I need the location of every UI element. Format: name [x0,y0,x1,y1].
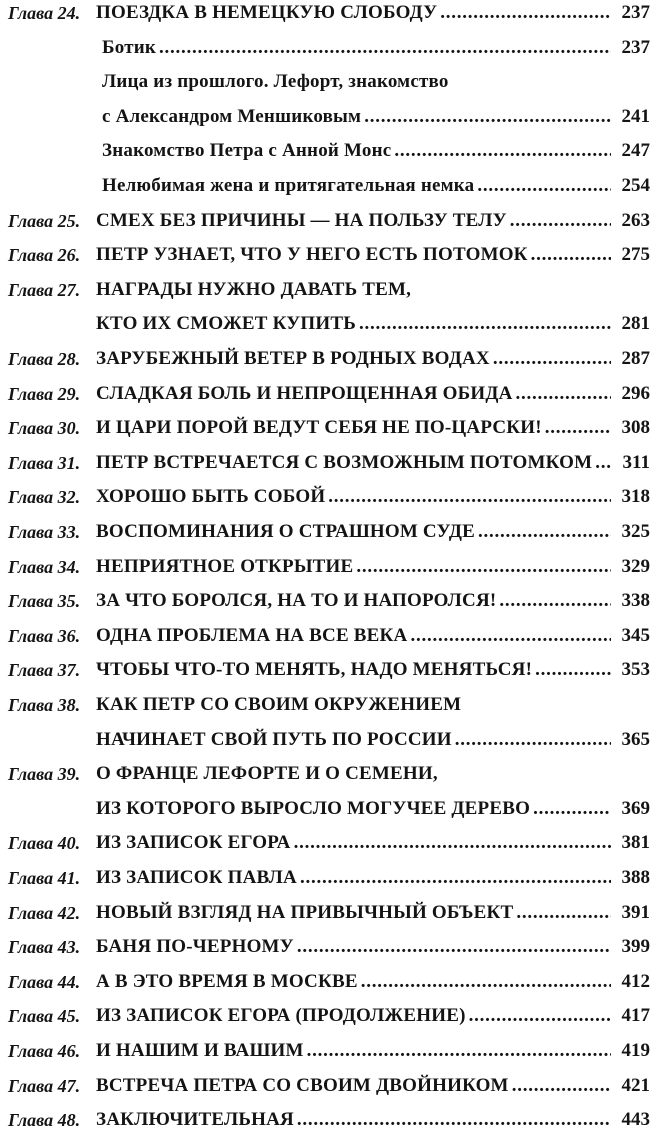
entry-title: НЕПРИЯТНОЕ ОТКРЫТИЕ [96,555,354,577]
toc-line [0,688,658,722]
page-number: 353 [621,659,650,681]
entry-title: БАНЯ ПО-ЧЕРНОМУ [96,936,294,958]
page-number: 281 [621,313,650,335]
chapter-label: Глава 45. [8,1006,81,1027]
chapter-label: Глава 39. [8,764,81,785]
toc-line [0,1103,658,1137]
entry-title: КТО ИХ СМОЖЕТ КУПИТЬ [96,313,356,335]
chapter-label: Глава 24. [8,3,81,23]
entry-title: ВОСПОМИНАНИЯ О СТРАШНОМ СУДЕ [96,521,475,542]
dot-leader [328,480,611,514]
page-number: 296 [621,382,650,404]
chapter-label: Глава 25. [8,210,81,231]
chapter-label: Глава 27. [8,279,81,300]
page-number: 443 [621,1109,650,1131]
dot-leader [510,204,611,238]
dot-leader [159,31,611,65]
entry-title: Ботик [102,36,157,58]
page-number: 417 [621,1005,650,1027]
page-number: 275 [621,244,650,266]
dot-leader [493,342,611,376]
entry-title: ИЗ КОТОРОГО ВЫРОСЛО МОГУЧЕЕ ДЕРЕВО [96,797,531,819]
page-number: 237 [621,36,650,58]
entry-title: И НАШИМ И ВАШИМ [96,1040,304,1061]
dot-leader [477,169,611,203]
toc-line [0,480,658,514]
entry-title: ИЗ ЗАПИСОК ЕГОРА [96,832,291,854]
chapter-label: Глава 48. [8,1110,81,1131]
page-number: 338 [621,590,650,612]
chapter-label: Глава 35. [8,591,81,612]
dot-leader [361,965,611,999]
toc-line [0,826,658,860]
entry-title: КАК ПЕТР СО СВОИМ ОКРУЖЕНИЕМ [96,694,462,715]
dot-leader [499,584,611,618]
toc-line [0,619,658,653]
toc-line [0,723,658,757]
page-number: 241 [621,105,650,127]
chapter-label: Глава 44. [8,971,81,992]
entry-title: ИЗ ЗАПИСОК ЕГОРА (ПРОДОЛЖЕНИЕ) [96,1005,466,1027]
dot-leader [516,377,611,411]
toc-line [0,204,658,238]
entry-title: СМЕХ БЕЗ ПРИЧИНЫ — НА ПОЛЬЗУ ТЕЛУ [96,209,507,231]
toc-line [0,100,658,134]
chapter-label: Глава 42. [8,902,81,923]
page-number: 421 [621,1074,650,1096]
page-number: 391 [621,901,650,923]
toc-line [0,896,658,930]
chapter-label: Глава 43. [8,937,81,958]
toc-line [0,1069,658,1103]
page-number: 329 [621,555,650,577]
toc-line [0,861,658,895]
dot-leader [440,0,611,30]
dot-leader [478,515,611,549]
toc-line [0,65,658,99]
toc-line [0,307,658,341]
toc-line [0,999,658,1033]
entry-title: НОВЫЙ ВЗГЛЯД НА ПРИВЫЧНЫЙ ОБЪЕКТ [96,901,514,923]
dot-leader [300,861,611,895]
entry-title: И ЦАРИ ПОРОЙ ВЕДУТ СЕБЯ НЕ ПО-ЦАРСКИ! [96,417,542,439]
entry-title: ПЕТР ВСТРЕЧАЕТСЯ С ВОЗМОЖНЫМ ПОТОМКОМ [96,451,593,473]
dot-leader [531,238,611,272]
toc-line [0,0,658,30]
toc-line [0,31,658,65]
dot-leader [307,1034,611,1068]
toc-line [0,411,658,445]
dot-leader [512,1069,611,1103]
entry-title: СЛАДКАЯ БОЛЬ И НЕПРОЩЕННАЯ ОБИДА [96,382,513,404]
toc-line [0,377,658,411]
page-number: 419 [621,1040,650,1061]
toc-line [0,134,658,168]
dot-leader [455,723,611,757]
dot-leader [545,411,611,445]
chapter-label: Глава 31. [8,452,81,473]
entry-title: НАЧИНАЕТ СВОЙ ПУТЬ ПО РОССИИ [96,728,452,750]
dot-leader [364,100,611,134]
toc-line [0,930,658,964]
entry-title: ЧТОБЫ ЧТО-ТО МЕНЯТЬ, НАДО МЕНЯТЬСЯ! [96,659,533,681]
chapter-label: Глава 30. [8,418,81,439]
toc-line [0,584,658,618]
toc-line [0,965,658,999]
dot-leader [359,307,611,341]
entry-title: ХОРОШО БЫТЬ СОБОЙ [96,486,326,508]
toc-line [0,169,658,203]
toc-line [0,342,658,376]
entry-title: ОДНА ПРОБЛЕМА НА ВСЕ ВЕКА [96,624,408,646]
dot-leader [533,792,611,826]
dot-leader [535,653,611,687]
page-number: 345 [621,624,650,646]
dot-leader [356,550,611,584]
chapter-label: Глава 41. [8,868,81,888]
chapter-label: Глава 37. [8,660,81,681]
dot-leader [410,619,611,653]
dot-leader [297,1103,611,1137]
page-number: 412 [621,970,650,992]
page-number: 311 [622,451,650,473]
page-number: 399 [621,936,650,958]
toc-line [0,550,658,584]
toc-line [0,273,658,307]
toc-line [0,653,658,687]
page-number: 318 [621,486,650,508]
entry-title: О ФРАНЦЕ ЛЕФОРТЕ И О СЕМЕНИ, [96,763,438,785]
page-number: 263 [621,209,650,231]
chapter-label: Глава 34. [8,556,81,577]
chapter-label: Глава 26. [8,245,81,266]
entry-title: ВСТРЕЧА ПЕТРА СО СВОИМ ДВОЙНИКОМ [96,1074,509,1096]
toc-line [0,238,658,272]
entry-title: ЗА ЧТО БОРОЛСЯ, НА ТО И НАПОРОЛСЯ! [96,590,497,612]
page-number: 247 [621,140,650,162]
dot-leader [516,896,611,930]
toc-line [0,792,658,826]
entry-title: ИЗ ЗАПИСОК ПАВЛА [96,867,297,888]
entry-title: А В ЭТО ВРЕМЯ В МОСКВЕ [96,970,358,992]
entry-title: НАГРАДЫ НУЖНО ДАВАТЬ ТЕМ, [96,278,412,300]
entry-title: ПОЕЗДКА В НЕМЕЦКУЮ СЛОБОДУ [96,2,438,23]
chapter-label: Глава 32. [8,487,81,508]
entry-title: Знакомство Петра с Анной Монс [102,140,392,162]
page-number: 365 [621,728,650,750]
page-number: 325 [621,521,650,542]
dot-leader [394,134,611,168]
page-number: 388 [621,867,650,888]
dot-leader [294,826,611,860]
page-number: 254 [621,175,650,196]
chapter-label: Глава 47. [8,1075,81,1096]
dot-leader [469,999,611,1033]
entry-title: ЗАРУБЕЖНЫЙ ВЕТЕР В РОДНЫХ ВОДАХ [96,348,490,369]
chapter-label: Глава 28. [8,349,81,369]
dot-leader [595,446,611,480]
chapter-label: Глава 33. [8,522,81,542]
toc-line [0,446,658,480]
chapter-label: Глава 40. [8,833,81,854]
chapter-label: Глава 29. [8,383,81,404]
toc-line [0,515,658,549]
toc-line [0,757,658,791]
entry-title: с Александром Меншиковым [102,105,362,127]
toc-line [0,1034,658,1068]
entry-title: ПЕТР УЗНАЕТ, ЧТО У НЕГО ЕСТЬ ПОТОМОК [96,244,528,266]
page-number: 308 [621,417,650,439]
chapter-label: Глава 38. [8,695,81,715]
chapter-label: Глава 36. [8,625,81,646]
entry-title: Нелюбимая жена и притягательная немка [102,175,475,196]
dot-leader [297,930,611,964]
page-number: 287 [621,348,650,369]
page-number: 369 [621,797,650,819]
entry-title: ЗАКЛЮЧИТЕЛЬНАЯ [96,1109,294,1131]
entry-title: Лица из прошлого. Лефорт, знакомство [102,71,449,93]
page-number: 381 [621,832,650,854]
chapter-label: Глава 46. [8,1041,81,1061]
page-number: 237 [621,2,650,23]
